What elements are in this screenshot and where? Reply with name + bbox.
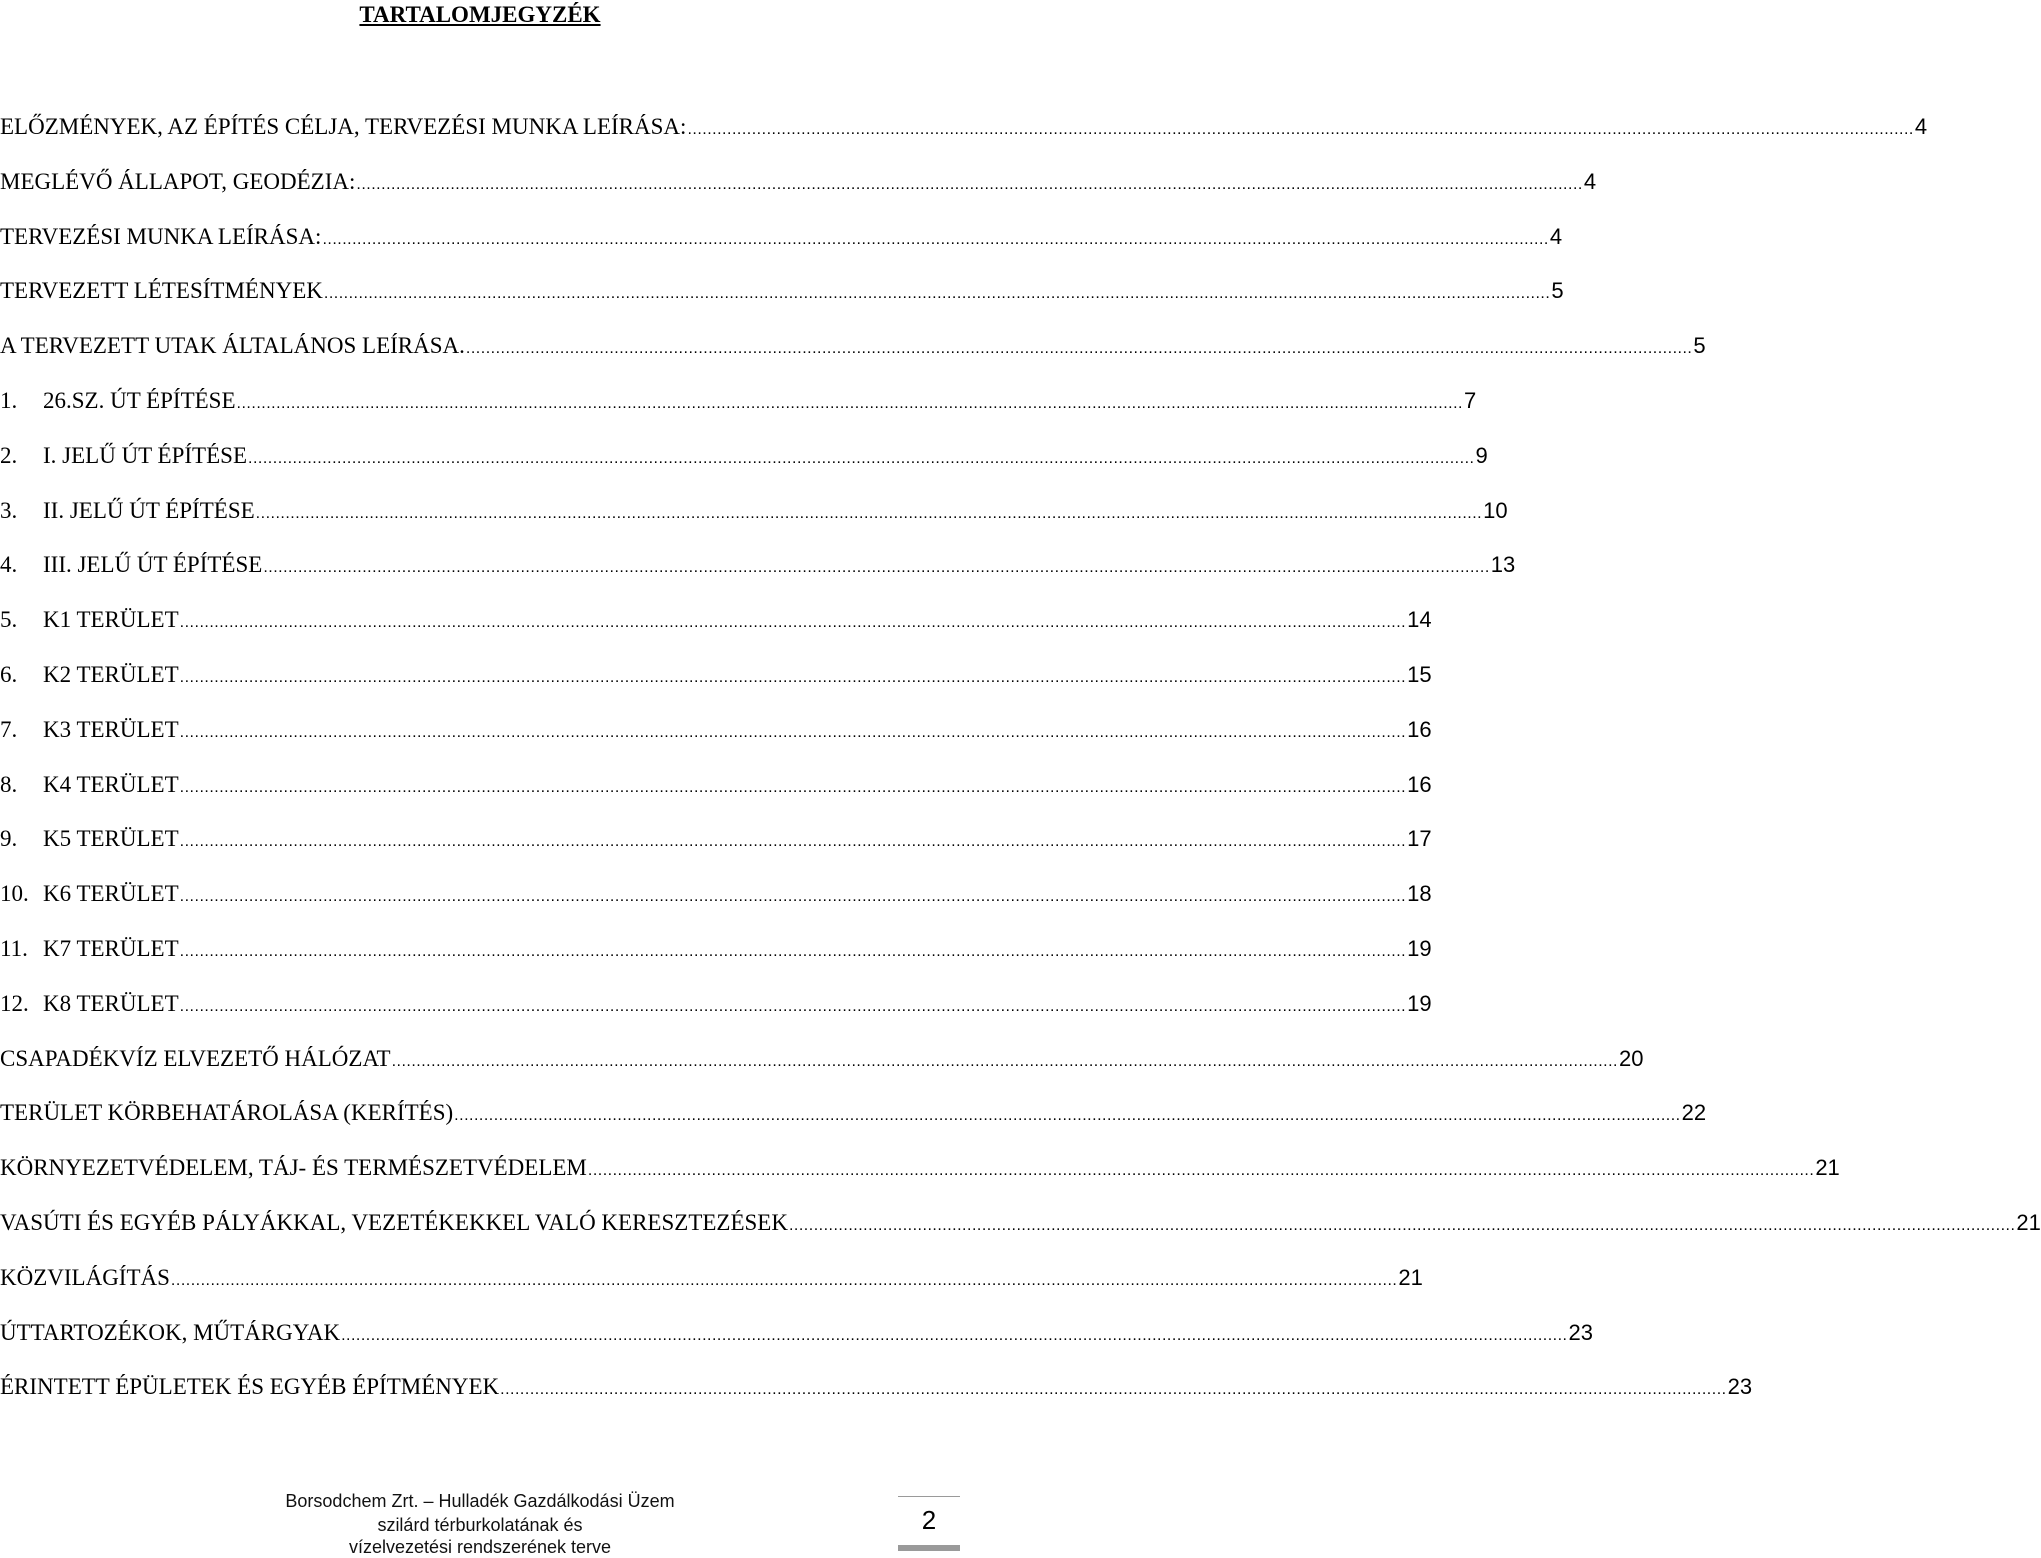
toc-entry-number: 5.	[0, 607, 18, 633]
toc-dot-leader	[180, 992, 1406, 1022]
toc-entry-title: K4 TERÜLET	[43, 771, 179, 797]
page-number: 2	[921, 1505, 937, 1535]
toc-entry-page: 19	[1407, 935, 1432, 961]
toc-dot-leader	[324, 279, 1550, 309]
toc-entry-number: 12.	[0, 990, 29, 1016]
toc-dot-leader	[180, 773, 1406, 803]
toc-entry-title: K3 TERÜLET	[43, 716, 179, 742]
page-footer	[0, 1488, 960, 1558]
toc-entry[interactable]	[0, 660, 1432, 715]
footer-company-line: Borsodchem Zrt. – Hulladék Gazdálkodási Üzem	[285, 1491, 675, 1511]
toc-dot-leader	[256, 499, 1482, 529]
toc-dot-leader	[171, 1266, 1397, 1296]
toc-entry-title: II. JELŰ ÚT ÉPÍTÉSE	[43, 497, 255, 523]
toc-entry-page: 14	[1407, 607, 1432, 633]
toc-entry-number: 3.	[0, 497, 18, 523]
document-title: TARTALOMJEGYZÉK	[359, 2, 601, 27]
toc-entry-title: MEGLÉVŐ ÁLLAPOT, GEODÉZIA:	[0, 168, 356, 194]
toc-entry-number: 4.	[0, 552, 18, 578]
toc-entry-title: A TERVEZETT UTAK ÁLTALÁNOS LEÍRÁSA.	[0, 333, 465, 359]
toc-dot-leader	[466, 334, 1692, 364]
toc-entry-title: VASÚTI ÉS EGYÉB PÁLYÁKKAL, VEZETÉKEKKEL VALÓ KERESZTEZÉSEK	[0, 1209, 788, 1235]
toc-entry-number: 8.	[0, 771, 18, 797]
toc-entry-page: 4	[1914, 114, 1928, 139]
toc-entry-title: KÖZVILÁGÍTÁS	[0, 1264, 170, 1290]
toc-entry[interactable]	[0, 989, 1432, 1044]
toc-entry-title: TERÜLET KÖRBEHATÁROLÁSA (KERÍTÉS)	[0, 1100, 454, 1126]
toc-entry-title: TERVEZETT LÉTESÍTMÉNYEK	[0, 278, 323, 304]
toc-entry-title: 26.SZ. ÚT ÉPÍTÉSE	[43, 387, 236, 413]
toc-entry-page: 17	[1407, 826, 1432, 852]
toc-entry-page: 4	[1583, 168, 1597, 194]
toc-entry-page: 20	[1619, 1045, 1644, 1071]
toc-entry[interactable]	[0, 386, 1477, 441]
footer-subject-line-2: vízelvezetési rendszerének terve	[348, 1537, 612, 1557]
toc-entry-page: 9	[1475, 442, 1488, 468]
toc-entry[interactable]	[0, 1208, 2041, 1263]
toc-entry[interactable]	[0, 1044, 1644, 1099]
toc-dot-leader	[180, 608, 1406, 638]
toc-entry-title: K5 TERÜLET	[43, 826, 179, 852]
toc-entry[interactable]	[0, 167, 1597, 222]
toc-entry-page: 22	[1681, 1100, 1707, 1126]
toc-entry-number: 9.	[0, 826, 18, 852]
toc-entry[interactable]	[0, 496, 1508, 551]
toc-entry-title: K7 TERÜLET	[43, 935, 179, 961]
toc-entry[interactable]	[0, 715, 1432, 770]
toc-entry-title: K8 TERÜLET	[43, 990, 179, 1016]
toc-entry[interactable]	[0, 1263, 1423, 1318]
toc-dot-leader	[180, 663, 1406, 693]
toc-entry-page: 21	[1398, 1264, 1423, 1290]
toc-dot-leader	[500, 1375, 1726, 1405]
toc-dot-leader	[588, 1156, 1814, 1186]
toc-dot-leader	[248, 444, 1474, 474]
toc-entry[interactable]	[0, 605, 1432, 660]
toc-entry[interactable]	[0, 824, 1432, 879]
toc-entry-page: 5	[1551, 278, 1564, 304]
toc-entry-title: I. JELŰ ÚT ÉPÍTÉSE	[43, 442, 248, 468]
toc-entry-page: 21	[1815, 1155, 1840, 1181]
toc-entry-page: 18	[1407, 881, 1432, 907]
toc-entry[interactable]	[0, 1318, 1593, 1373]
toc-entry-page: 16	[1407, 771, 1432, 797]
toc-entry-title: III. JELŰ ÚT ÉPÍTÉSE	[43, 552, 263, 578]
toc-dot-leader	[356, 170, 1582, 200]
toc-entry-page: 10	[1483, 497, 1508, 523]
toc-entry[interactable]	[0, 112, 1928, 167]
toc-dot-leader	[180, 882, 1406, 912]
toc-entry-page: 16	[1407, 716, 1432, 742]
toc-entry-title: KÖRNYEZETVÉDELEM, TÁJ- ÉS TERMÉSZETVÉDELEM	[0, 1155, 587, 1181]
toc-dot-leader	[392, 1047, 1618, 1077]
toc-entry[interactable]	[0, 770, 1432, 825]
toc-entry[interactable]	[0, 934, 1432, 989]
toc-entry-number: 2.	[0, 442, 18, 468]
toc-entry[interactable]	[0, 441, 1488, 496]
toc-entry-page: 13	[1490, 552, 1516, 578]
toc-entry[interactable]	[0, 1372, 1753, 1427]
toc-dot-leader	[263, 553, 1489, 583]
toc-entry[interactable]	[0, 331, 1706, 386]
table-of-contents	[0, 112, 2041, 1427]
toc-dot-leader	[687, 115, 1913, 145]
toc-entry-title: CSAPADÉKVÍZ ELVEZETŐ HÁLÓZAT	[0, 1045, 391, 1071]
toc-entry-title: TERVEZÉSI MUNKA LEÍRÁSA:	[0, 223, 322, 249]
toc-entry-page: 4	[1549, 223, 1563, 249]
toc-entry-page: 5	[1693, 333, 1706, 359]
toc-entry-page: 21	[2016, 1209, 2041, 1235]
toc-entry-page: 7	[1463, 387, 1477, 413]
toc-dot-leader	[341, 1321, 1567, 1351]
toc-entry[interactable]	[0, 879, 1432, 934]
toc-entry-page: 23	[1727, 1374, 1753, 1400]
toc-entry-title: K6 TERÜLET	[43, 881, 179, 907]
toc-entry-number: 6.	[0, 661, 18, 687]
toc-entry[interactable]	[0, 222, 1563, 277]
toc-entry-page: 15	[1407, 661, 1432, 687]
toc-entry-title: K2 TERÜLET	[43, 661, 179, 687]
toc-dot-leader	[180, 718, 1406, 748]
footer-subject-line: szilárd térburkolatának és	[377, 1515, 583, 1535]
toc-entry-title: ÚTTARTOZÉKOK, MŰTÁRGYAK	[0, 1319, 341, 1345]
toc-entry-title: ELŐZMÉNYEK, AZ ÉPÍTÉS CÉLJA, TERVEZÉSI MUNKA LEÍRÁSA:	[0, 114, 687, 139]
toc-dot-leader	[237, 389, 1463, 419]
toc-dot-leader	[789, 1211, 2015, 1241]
toc-entry-title: K1 TERÜLET	[43, 607, 179, 633]
toc-entry-title: ÉRINTETT ÉPÜLETEK ÉS EGYÉB ÉPÍTMÉNYEK	[0, 1374, 500, 1400]
toc-entry-number: 1.	[0, 387, 18, 413]
toc-entry-number: 11.	[0, 935, 28, 961]
page-number-box	[898, 1496, 960, 1553]
toc-dot-leader	[454, 1101, 1680, 1131]
toc-entry[interactable]	[0, 550, 1516, 605]
toc-entry[interactable]	[0, 1098, 1707, 1153]
toc-dot-leader	[180, 827, 1406, 857]
toc-dot-leader	[322, 225, 1548, 255]
toc-entry[interactable]	[0, 1153, 1840, 1208]
toc-entry-number: 10.	[0, 881, 29, 907]
toc-entry-page: 23	[1568, 1319, 1593, 1345]
toc-entry-page: 19	[1407, 990, 1432, 1016]
toc-dot-leader	[180, 937, 1406, 967]
toc-entry-number: 7.	[0, 716, 18, 742]
toc-entry[interactable]	[0, 276, 1564, 331]
